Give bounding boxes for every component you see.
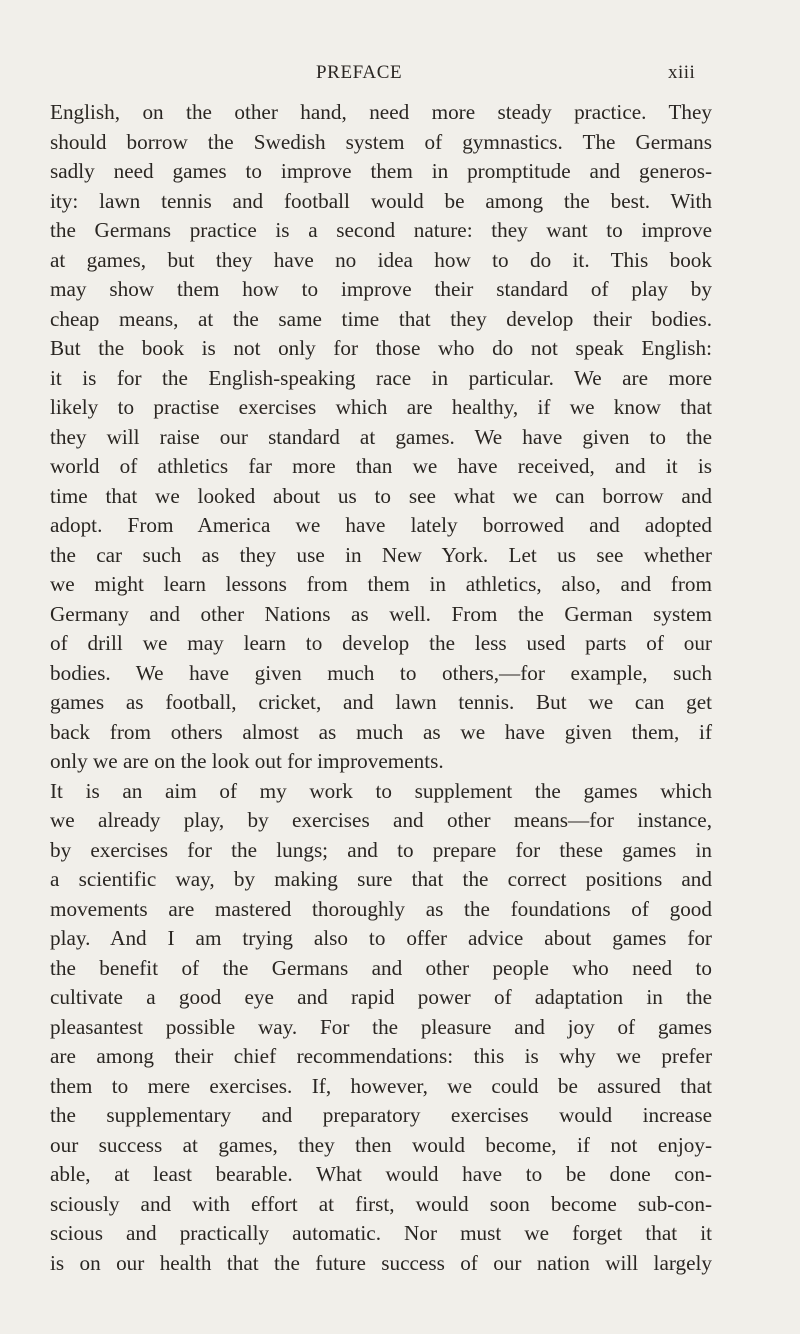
text-line: it is for the English-speaking race in particular. We are more: [50, 365, 712, 390]
text-line: games as football, cricket, and lawn tennis. But we can get: [50, 690, 712, 714]
text-line: pleasantest possible way. For the pleasure and joy of games: [50, 1014, 712, 1039]
text-line: by exercises for the lungs; and to prepare for these games in: [50, 837, 712, 862]
text-line: cheap means, at the same time that they develop their bodies.: [50, 306, 712, 331]
text-line: play. And I am trying also to offer advice about games for: [50, 926, 712, 950]
text-line: at games, but they have no idea how to do it. This book: [50, 247, 712, 272]
text-line: they will raise our standard at games. We have given to the: [50, 424, 712, 449]
running-title: PREFACE: [316, 62, 403, 83]
text-line: scious and practically automatic. Nor must we forget that it: [50, 1221, 712, 1245]
text-line: movements are mastered thoroughly as the foundations of good: [50, 896, 712, 921]
text-line: the Germans practice is a second nature: they want to improve: [50, 218, 712, 242]
text-line: back from others almost as much as we have given them, if: [50, 719, 712, 744]
text-line: are among their chief recommendations: this is why we prefer: [50, 1044, 712, 1068]
text-line: is on our health that the future success of our nation will largely: [50, 1250, 712, 1275]
text-line: able, at least bearable. What would have to be done con-: [50, 1162, 712, 1186]
text-line: we might learn lessons from them in athletics, also, and from: [50, 572, 712, 596]
text-line: the car such as they use in New York. Let us see whether: [50, 542, 712, 567]
page-number: xiii: [668, 62, 696, 83]
text-line: may show them how to improve their standard of play by: [50, 277, 712, 301]
text-line: we already play, by exercises and other means—for instance,: [50, 808, 712, 832]
text-line: But the book is not only for those who do not speak English:: [50, 336, 712, 360]
text-line: of drill we may learn to develop the less used parts of our: [50, 631, 712, 655]
text-line: likely to practise exercises which are healthy, if we know that: [50, 395, 712, 419]
text-line: adopt. From America we have lately borrowed and adopted: [50, 513, 712, 537]
text-line: ity: lawn tennis and football would be among the best. With: [50, 188, 712, 213]
text-line: only we are on the look out for improvements.: [50, 749, 444, 773]
running-head: [0, 60, 800, 90]
text-line: sciously and with effort at first, would soon become sub-con-: [50, 1191, 712, 1216]
text-line: world of athletics far more than we have received, and it is: [50, 454, 712, 478]
text-line: the supplementary and preparatory exercises would increase: [50, 1103, 712, 1127]
text-line: Germany and other Nations as well. From the German system: [50, 601, 712, 626]
text-line: the benefit of the Germans and other people who need to: [50, 955, 712, 980]
text-line: them to mere exercises. If, however, we could be assured that: [50, 1073, 712, 1098]
text-line: sadly need games to improve them in promptitude and generos-: [50, 159, 712, 183]
body-text: [50, 98, 712, 1278]
text-line: It is an aim of my work to supplement the games which: [50, 778, 712, 803]
text-line: English, on the other hand, need more steady practice. They: [50, 100, 712, 124]
text-line: bodies. We have given much to others,—for example, such: [50, 660, 712, 685]
text-line: time that we looked about us to see what we can borrow and: [50, 483, 712, 508]
text-line: our success at games, they then would become, if not enjoy-: [50, 1132, 712, 1157]
text-line: cultivate a good eye and rapid power of adaptation in the: [50, 985, 712, 1009]
text-line: should borrow the Swedish system of gymnastics. The Germans: [50, 129, 712, 154]
text-line: a scientific way, by making sure that the correct positions and: [50, 867, 712, 891]
